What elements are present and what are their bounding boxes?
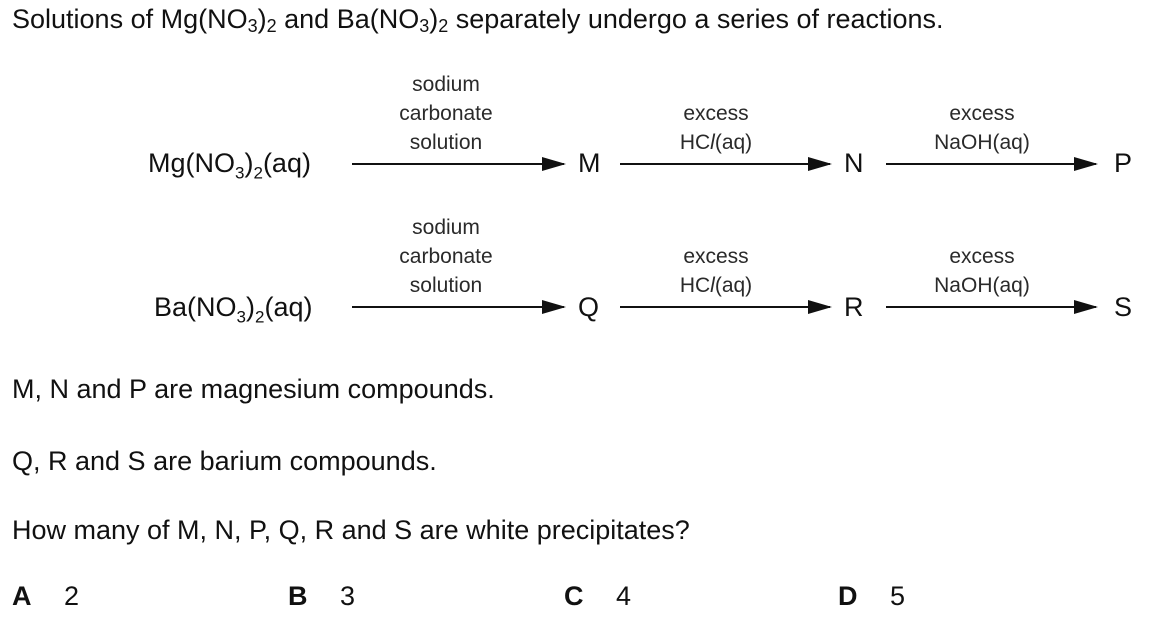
row1-arrow-2 (620, 163, 830, 165)
option-c-value: 4 (615, 581, 631, 611)
option-b-value: 3 (339, 581, 355, 611)
row1-arrow-1 (352, 163, 564, 165)
intro-mg-subscript-3: 3 (247, 16, 258, 36)
row2-start-species: $Ba(NO_3)_2(aq)$ (154, 292, 313, 327)
reagent-sodium: sodium (412, 73, 480, 96)
intro-ba-formula: Ba(NO (336, 4, 420, 34)
row2-arrow-2 (620, 306, 830, 308)
row2-arrow-1 (352, 306, 564, 308)
row1-arrow-3 (886, 163, 1096, 165)
product-p: P (1114, 148, 1133, 178)
reagent-excess: excess (949, 245, 1015, 268)
reagent-naoh: NaOH(aq) (934, 131, 1030, 154)
reagent-naoh: NaOH(aq) (934, 274, 1030, 297)
question-intro (12, 4, 944, 35)
statement-barium: Q, R and S are barium compounds. (12, 446, 437, 476)
reagent-solution: solution (409, 274, 483, 297)
row2-step1-reagent (376, 213, 516, 300)
intro-ba-subscript-2: 2 (438, 16, 449, 36)
intro-text-end: separately undergo a series of reactions. (448, 4, 944, 34)
option-d-letter: D (838, 581, 858, 611)
option-b-letter: B (288, 581, 308, 611)
intro-text-start: Solutions of (12, 4, 161, 34)
option-c-letter: C (564, 581, 584, 611)
option-d[interactable] (838, 581, 905, 612)
reagent-hcl: HCl(aq) (679, 131, 753, 154)
row1-step3-reagent (912, 99, 1052, 157)
product-n: N (844, 148, 864, 178)
product-q: Q (578, 292, 600, 322)
intro-mg-formula: Mg(NO (160, 4, 248, 34)
product-r: R (844, 292, 864, 322)
reagent-carbonate: carbonate (399, 102, 493, 125)
reagent-excess: excess (683, 245, 749, 268)
intro-mg-close: ) (257, 4, 267, 34)
reagent-hcl: HCl(aq) (679, 274, 753, 297)
statement-magnesium: M, N and P are magnesium compounds. (12, 374, 495, 404)
option-c[interactable] (564, 581, 631, 612)
row2-step3-reagent (912, 242, 1052, 300)
reagent-excess: excess (683, 102, 749, 125)
intro-and: and (276, 4, 337, 34)
product-s: S (1114, 292, 1133, 322)
row1-step2-reagent (646, 99, 786, 157)
row1-step1-reagent (376, 70, 516, 157)
reagent-solution: solution (409, 131, 483, 154)
reagent-carbonate: carbonate (399, 245, 493, 268)
row2-arrow-3 (886, 306, 1096, 308)
row1-start-species: $Mg(NO_3)_2(aq)$ (148, 148, 311, 183)
question-prompt: How many of M, N, P, Q, R and S are white precipitates? (12, 515, 690, 545)
row2-step2-reagent (646, 242, 786, 300)
option-a-value: 2 (63, 581, 79, 611)
intro-mg-subscript-2: 2 (266, 16, 277, 36)
reagent-sodium: sodium (412, 216, 480, 239)
intro-ba-close: ) (429, 4, 439, 34)
product-m: M (578, 148, 601, 178)
option-b[interactable] (288, 581, 355, 612)
option-a[interactable] (12, 581, 79, 612)
reagent-excess: excess (949, 102, 1015, 125)
option-d-value: 5 (889, 581, 905, 611)
intro-ba-subscript-3: 3 (419, 16, 430, 36)
option-a-letter: A (12, 581, 32, 611)
